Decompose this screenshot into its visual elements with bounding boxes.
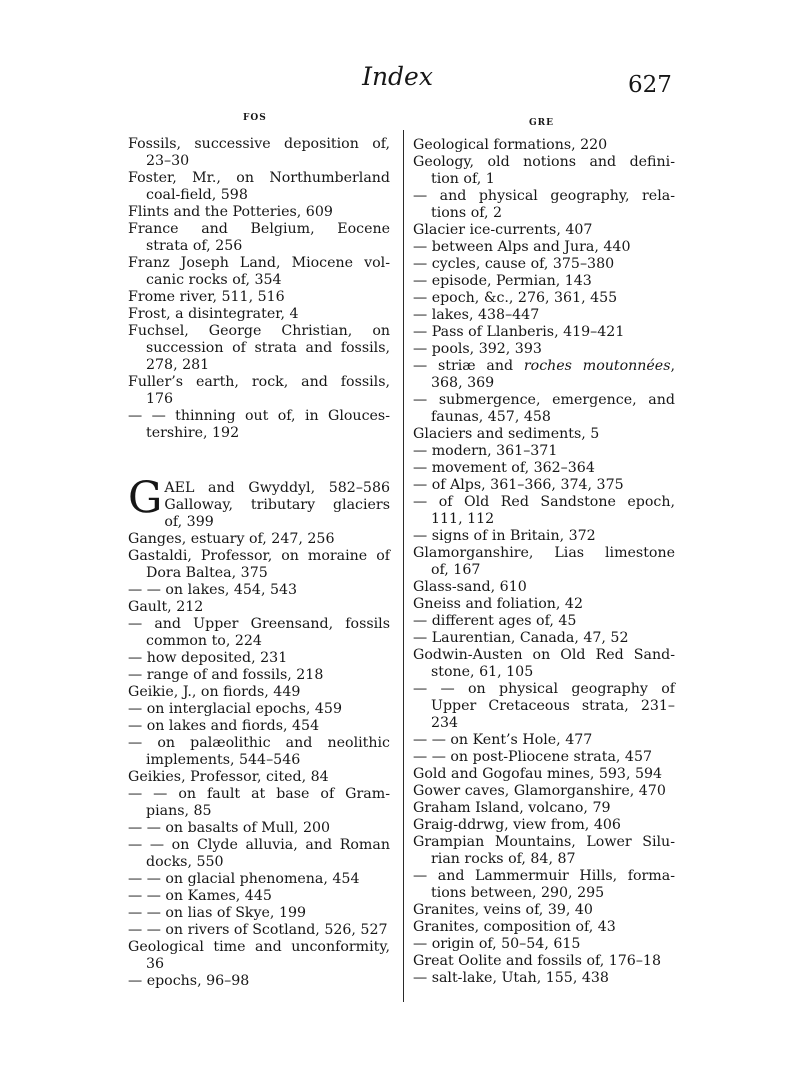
index-entry bbox=[413, 834, 675, 868]
index-entry-continuation: of, 167 bbox=[431, 562, 481, 578]
index-entry-continuation: 111, 112 bbox=[431, 511, 495, 527]
index-entry bbox=[128, 170, 390, 204]
index-entry-heading: Gower caves, Glamorganshire, 470 bbox=[413, 783, 666, 799]
index-entry-continuation: 234 bbox=[431, 715, 459, 731]
index-entry-continuation: strata of, 256 bbox=[146, 238, 243, 254]
index-entry-continuation: stone, 61, 105 bbox=[431, 664, 534, 680]
column-divider bbox=[403, 130, 404, 1002]
index-entry bbox=[128, 922, 390, 939]
index-entry-heading: — — on glacial phenomena, 454 bbox=[128, 871, 360, 887]
index-entry-heading: Graham Island, volcano, 79 bbox=[413, 800, 611, 816]
index-entry bbox=[413, 732, 675, 749]
index-entry-heading: Grampian Mountains, Lower Silu- bbox=[413, 834, 675, 850]
index-entry bbox=[413, 137, 675, 154]
index-entry-heading: Geology, old notions and defini- bbox=[413, 154, 675, 170]
index-entry bbox=[413, 970, 675, 987]
index-entry bbox=[128, 735, 390, 769]
index-entry-heading: Glamorganshire, Lias limestone bbox=[413, 545, 675, 561]
index-entry-heading: Geological formations, 220 bbox=[413, 137, 608, 153]
index-entry bbox=[413, 613, 675, 630]
index-entry-heading: — — on fault at base of Gram- bbox=[128, 786, 390, 802]
right-column-running-head: GRE bbox=[529, 118, 555, 128]
index-entry bbox=[128, 616, 390, 650]
index-entry bbox=[128, 769, 390, 786]
index-entry bbox=[413, 545, 675, 579]
index-entry-heading: Flints and the Potteries, 609 bbox=[128, 204, 333, 220]
index-entry bbox=[128, 667, 390, 684]
index-entry-continuation: tershire, 192 bbox=[146, 425, 240, 441]
index-entry bbox=[128, 408, 390, 442]
index-entry bbox=[413, 681, 675, 732]
index-entry bbox=[413, 630, 675, 647]
index-entry-heading: AEL and Gwyddyl, 582–586 bbox=[164, 480, 390, 496]
index-entry bbox=[128, 701, 390, 718]
index-entry-heading: — epochs, 96–98 bbox=[128, 973, 250, 989]
index-entry bbox=[128, 718, 390, 735]
index-entry-continuation: 278, 281 bbox=[146, 357, 210, 373]
index-entry bbox=[413, 919, 675, 936]
index-entry bbox=[413, 902, 675, 919]
index-entry-heading: — epoch, &c., 276, 361, 455 bbox=[413, 290, 618, 306]
index-entry-heading: — — on Kames, 445 bbox=[128, 888, 272, 904]
index-entry-continuation: rian rocks of, 84, 87 bbox=[431, 851, 576, 867]
index-entry bbox=[413, 256, 675, 273]
index-entry-heading: — — thinning out of, in Glouces- bbox=[128, 408, 390, 424]
index-entry bbox=[128, 871, 390, 888]
index-entry-heading: Great Oolite and fossils of, 176–18 bbox=[413, 953, 661, 969]
index-entry bbox=[413, 783, 675, 800]
index-entry-continuation: implements, 544–546 bbox=[146, 752, 301, 768]
index-entry-continuation: tions between, 290, 295 bbox=[431, 885, 605, 901]
index-entry-heading: — Laurentian, Canada, 47, 52 bbox=[413, 630, 629, 646]
index-entry-heading: Foster, Mr., on Northumberland bbox=[128, 170, 390, 186]
index-entry-continuation: of, 399 bbox=[164, 514, 214, 530]
index-entry bbox=[413, 596, 675, 613]
index-entry-continuation: 36 bbox=[146, 956, 165, 972]
index-entry-heading: — lakes, 438–447 bbox=[413, 307, 540, 323]
index-entry-heading: — striæ and roches moutonnées, bbox=[413, 358, 675, 374]
index-entry bbox=[413, 749, 675, 766]
index-entry-heading: — pools, 392, 393 bbox=[413, 341, 542, 357]
index-entry-heading: France and Belgium, Eocene bbox=[128, 221, 390, 237]
index-entry-heading: — — on Clyde alluvia, and Roman bbox=[128, 837, 390, 853]
index-entry bbox=[413, 222, 675, 239]
index-entry-heading: — salt-lake, Utah, 155, 438 bbox=[413, 970, 609, 986]
index-entry-heading: — — on lias of Skye, 199 bbox=[128, 905, 307, 921]
index-entry bbox=[413, 460, 675, 477]
index-entry bbox=[128, 684, 390, 701]
index-entry bbox=[413, 817, 675, 834]
index-entry-heading: — movement of, 362–364 bbox=[413, 460, 595, 476]
index-entry-heading: — between Alps and Jura, 440 bbox=[413, 239, 631, 255]
index-entry-heading: — on lakes and fiords, 454 bbox=[128, 718, 320, 734]
index-entry bbox=[128, 650, 390, 667]
index-entry-heading: — — on lakes, 454, 543 bbox=[128, 582, 298, 598]
index-entry-heading: — and Lammermuir Hills, forma- bbox=[413, 868, 675, 884]
index-entry-continuation: canic rocks of, 354 bbox=[146, 272, 282, 288]
index-entry-heading: — signs of in Britain, 372 bbox=[413, 528, 596, 544]
index-entry-heading: — — on Kent’s Hole, 477 bbox=[413, 732, 593, 748]
index-entry bbox=[128, 374, 390, 408]
section-gap bbox=[128, 442, 390, 480]
index-entry-continuation: tion of, 1 bbox=[431, 171, 495, 187]
index-entry bbox=[128, 582, 390, 599]
index-entry bbox=[413, 579, 675, 596]
page-number: 627 bbox=[628, 72, 672, 98]
index-entry-heading: Gastaldi, Professor, on moraine of bbox=[128, 548, 390, 564]
index-entry-heading: — origin of, 50–54, 615 bbox=[413, 936, 581, 952]
index-entry-heading: Gault, 212 bbox=[128, 599, 204, 615]
index-entry bbox=[413, 953, 675, 970]
index-entry-continuation: succession of strata and fossils, bbox=[146, 340, 390, 356]
index-entry-heading: Godwin-Austen on Old Red Sand- bbox=[413, 647, 675, 663]
left-index-column bbox=[128, 136, 390, 990]
index-entry-heading: — different ages of, 45 bbox=[413, 613, 577, 629]
index-entry bbox=[128, 973, 390, 990]
index-entry-continuation: pians, 85 bbox=[146, 803, 212, 819]
index-entry-continuation: Galloway, tributary glaciers bbox=[164, 497, 390, 513]
index-entry-heading: Gold and Gogofau mines, 593, 594 bbox=[413, 766, 663, 782]
index-entry bbox=[128, 323, 390, 374]
index-entry bbox=[128, 939, 390, 973]
index-entry bbox=[413, 324, 675, 341]
left-column-running-head: FOS bbox=[243, 113, 267, 123]
index-entry bbox=[413, 647, 675, 681]
index-entry-heading: — — on post-Pliocene strata, 457 bbox=[413, 749, 653, 765]
index-entry bbox=[128, 531, 390, 548]
index-entry bbox=[413, 307, 675, 324]
index-entry-heading: Glacier ice-currents, 407 bbox=[413, 222, 593, 238]
index-entry-continuation: Upper Cretaceous strata, 231– bbox=[431, 698, 675, 714]
index-entry bbox=[413, 766, 675, 783]
index-entry-heading: Granites, composition of, 43 bbox=[413, 919, 616, 935]
index-entry-heading: — and Upper Greensand, fossils bbox=[128, 616, 390, 632]
page-title: Index bbox=[362, 62, 433, 91]
index-entry-heading: Gneiss and foliation, 42 bbox=[413, 596, 583, 612]
index-entry-continuation: 368, 369 bbox=[431, 375, 495, 391]
index-entry bbox=[413, 358, 675, 392]
right-index-column bbox=[413, 137, 675, 987]
index-entry-heading: Franz Joseph Land, Miocene vol- bbox=[128, 255, 390, 271]
index-entry bbox=[413, 800, 675, 817]
index-entry bbox=[128, 548, 390, 582]
index-entry-heading: — on interglacial epochs, 459 bbox=[128, 701, 342, 717]
index-entry-heading: — on palæolithic and neolithic bbox=[128, 735, 390, 751]
index-entry bbox=[128, 888, 390, 905]
index-entry bbox=[413, 426, 675, 443]
index-entry-heading: Ganges, estuary of, 247, 256 bbox=[128, 531, 335, 547]
index-entry-heading: — submergence, emergence, and bbox=[413, 392, 675, 408]
index-entry-heading: — how deposited, 231 bbox=[128, 650, 288, 666]
index-entry-continuation: 23–30 bbox=[146, 153, 190, 169]
index-entry-heading: — cycles, cause of, 375–380 bbox=[413, 256, 615, 272]
index-entry bbox=[413, 392, 675, 426]
index-entry-continuation: 176 bbox=[146, 391, 174, 407]
index-entry-heading: Fuller’s earth, rock, and fossils, bbox=[128, 374, 390, 390]
index-entry-heading: — — on rivers of Scotland, 526, 527 bbox=[128, 922, 388, 938]
index-entry-heading: Fossils, successive deposition of, bbox=[128, 136, 390, 152]
index-entry-heading: — — on physical geography of bbox=[413, 681, 675, 697]
index-entry-heading: Geological time and unconformity, bbox=[128, 939, 390, 955]
index-entry bbox=[413, 239, 675, 256]
index-entry bbox=[413, 936, 675, 953]
index-entry bbox=[128, 136, 390, 170]
index-entry bbox=[128, 306, 390, 323]
index-entry bbox=[413, 528, 675, 545]
index-entry bbox=[413, 290, 675, 307]
index-entry-heading: Glass-sand, 610 bbox=[413, 579, 527, 595]
index-entry bbox=[128, 820, 390, 837]
index-entry-heading: — — on basalts of Mull, 200 bbox=[128, 820, 331, 836]
index-entry-heading: — range of and fossils, 218 bbox=[128, 667, 324, 683]
index-entry-heading: — and physical geography, rela- bbox=[413, 188, 675, 204]
index-entry-continuation: faunas, 457, 458 bbox=[431, 409, 551, 425]
index-entry-continuation: common to, 224 bbox=[146, 633, 262, 649]
drop-cap-letter: G bbox=[128, 473, 163, 523]
index-entry-heading: — modern, 361–371 bbox=[413, 443, 558, 459]
index-entry bbox=[128, 289, 390, 306]
index-entry-heading: — of Alps, 361–366, 374, 375 bbox=[413, 477, 624, 493]
index-entry-heading: Graig-ddrwg, view from, 406 bbox=[413, 817, 621, 833]
index-entry bbox=[413, 494, 675, 528]
index-entry-heading: Frost, a disintegrater, 4 bbox=[128, 306, 299, 322]
index-entry-heading: Geikies, Professor, cited, 84 bbox=[128, 769, 329, 785]
index-entry bbox=[413, 341, 675, 358]
index-entry-heading: Geikie, J., on fiords, 449 bbox=[128, 684, 301, 700]
index-entry bbox=[128, 204, 390, 221]
index-entry bbox=[128, 255, 390, 289]
index-entry-heading: — Pass of Llanberis, 419–421 bbox=[413, 324, 625, 340]
index-entry bbox=[128, 786, 390, 820]
index-entry bbox=[128, 837, 390, 871]
index-entry-continuation: coal-field, 598 bbox=[146, 187, 248, 203]
index-entry-continuation: tions of, 2 bbox=[431, 205, 503, 221]
index-entry bbox=[413, 154, 675, 188]
index-entry bbox=[128, 599, 390, 616]
index-entry-heading: Glaciers and sediments, 5 bbox=[413, 426, 600, 442]
index-entry bbox=[128, 473, 390, 531]
index-entry-heading: — episode, Permian, 143 bbox=[413, 273, 592, 289]
index-entry-continuation: docks, 550 bbox=[146, 854, 224, 870]
index-entry bbox=[128, 905, 390, 922]
index-entry-heading: — of Old Red Sandstone epoch, bbox=[413, 494, 675, 510]
index-entry bbox=[413, 868, 675, 902]
index-entry bbox=[413, 477, 675, 494]
index-entry-heading: Fuchsel, George Christian, on bbox=[128, 323, 390, 339]
index-entry bbox=[413, 188, 675, 222]
index-entry-heading: Frome river, 511, 516 bbox=[128, 289, 285, 305]
index-entry-continuation: Dora Baltea, 375 bbox=[146, 565, 268, 581]
index-entry bbox=[128, 221, 390, 255]
index-entry-heading: Granites, veins of, 39, 40 bbox=[413, 902, 593, 918]
index-entry bbox=[413, 443, 675, 460]
index-entry bbox=[413, 273, 675, 290]
